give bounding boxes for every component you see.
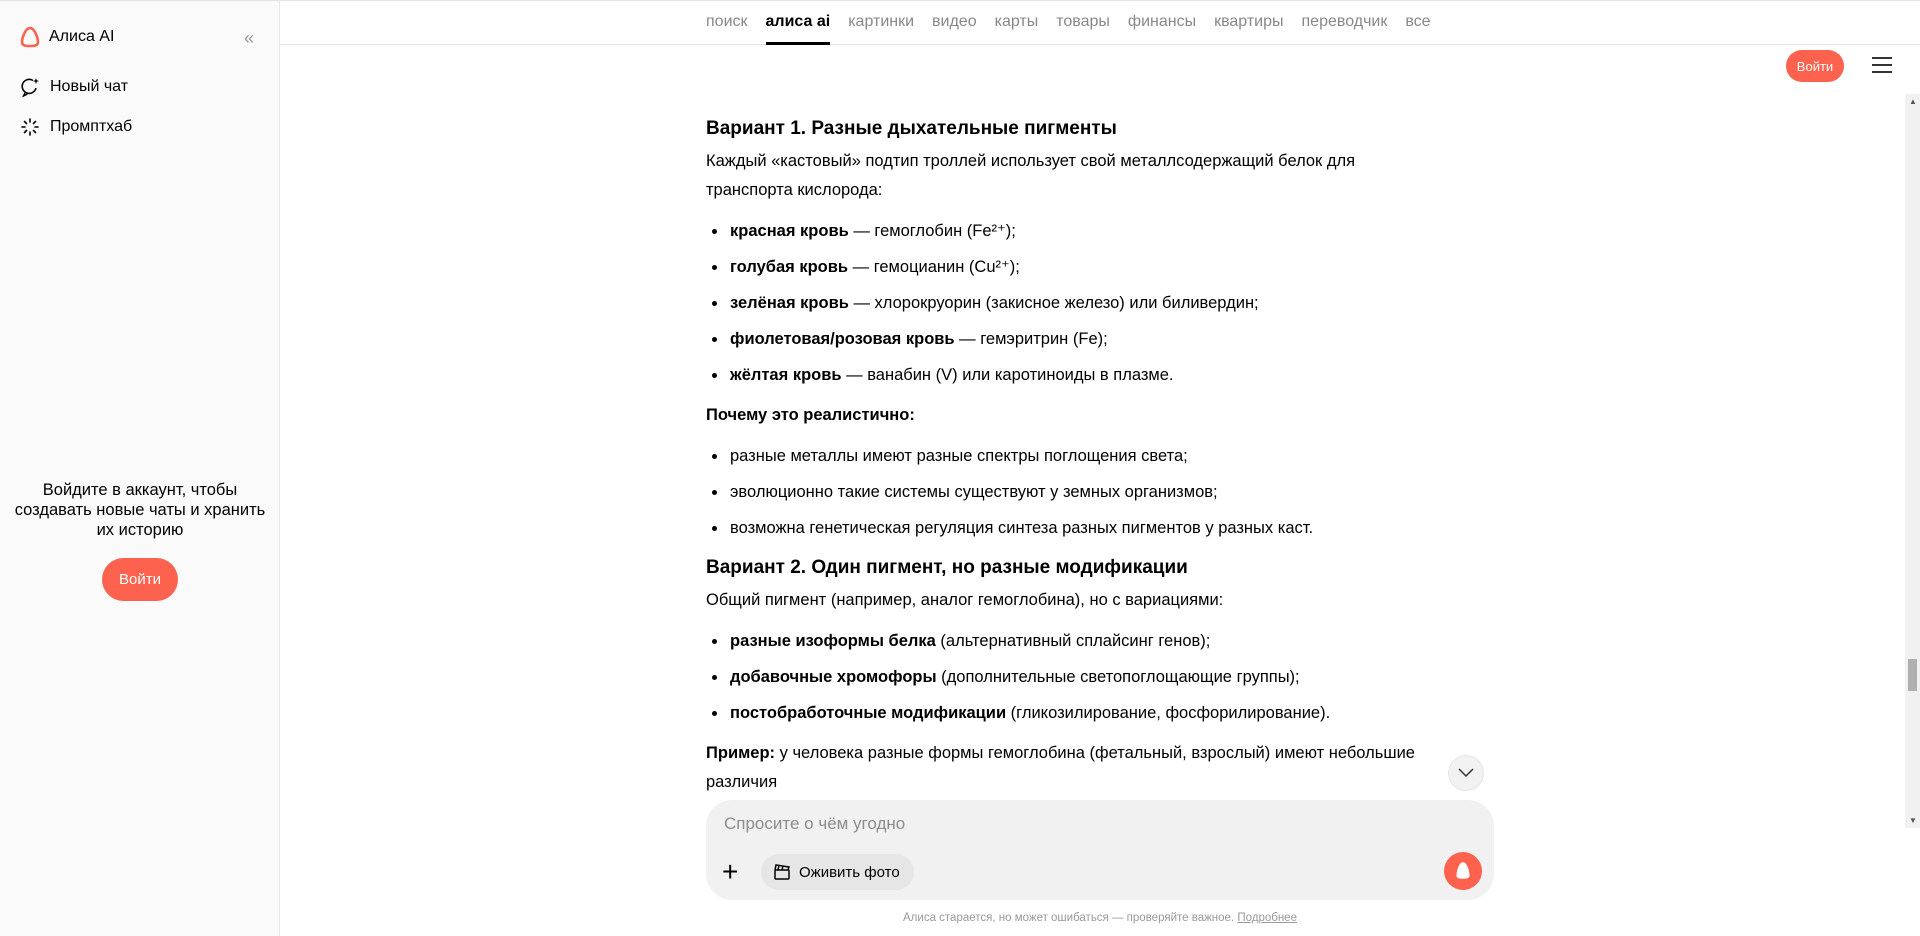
sidebar-login-button[interactable]: Войти [102, 558, 178, 601]
top-border [0, 0, 1920, 1]
list-item: эволюционно такие системы существуют у земных организмов; [706, 474, 1436, 510]
ask-input[interactable] [724, 814, 1324, 834]
list-item: красная кровь — гемоглобин (Fe²⁺); [706, 213, 1436, 249]
section-heading: Вариант 1. Разные дыхательные пигменты [706, 118, 1117, 139]
tab-apartments[interactable]: квартиры [1214, 13, 1284, 30]
tab-translator[interactable]: переводчик [1301, 13, 1388, 30]
brand[interactable] [20, 26, 114, 48]
tab-images[interactable]: картинки [848, 13, 915, 30]
modifications-list [706, 623, 1436, 731]
scrollbar-thumb[interactable] [1908, 659, 1917, 691]
list-item: добавочные хромофоры (дополнительные светопоглощающие группы); [706, 659, 1436, 695]
tab-all[interactable]: все [1405, 13, 1431, 30]
tab-search[interactable]: поиск [706, 13, 748, 30]
alice-logo-icon [1452, 859, 1474, 883]
scroll-down-button[interactable] [1448, 755, 1484, 791]
reasons-list [706, 438, 1436, 546]
sidebar-item-new-chat[interactable] [20, 77, 128, 97]
tab-maps[interactable]: карты [994, 13, 1039, 30]
paragraph: Общий пигмент (например, аналог гемоглобина), но с вариациями: [706, 591, 1224, 609]
sidebar-item-label: Промптхаб [50, 118, 133, 135]
nav-tabs [706, 0, 1440, 45]
scrollbar[interactable] [1905, 94, 1920, 828]
alice-voice-button[interactable] [1444, 852, 1482, 890]
sidebar-item-label: Новый чат [50, 78, 129, 95]
list-item: фиолетовая/розовая кровь — гемэритрин (Fe); [706, 321, 1436, 357]
more-link[interactable]: Подробнее [1237, 912, 1297, 924]
sidebar [0, 0, 280, 936]
brand-name: Алиса AI [49, 28, 115, 45]
scroll-down-arrow-icon[interactable]: ▼ [1909, 816, 1917, 825]
paragraph: Пример: у человека разные формы гемоглобина (фетальный, взрослый) имеют небольшие различия [706, 744, 1415, 791]
tab-video[interactable]: видео [932, 13, 977, 30]
collapse-sidebar-icon[interactable]: « [244, 28, 255, 48]
menu-icon[interactable] [1872, 57, 1892, 78]
sidebar-item-prompthub[interactable] [20, 117, 132, 137]
list-item: голубая кровь — гемоцианин (Cu²⁺); [706, 249, 1436, 285]
tab-alice-ai[interactable]: алиса ai [757, 0, 840, 45]
sparkle-icon [20, 117, 40, 137]
animate-photo-label: Оживить фото [799, 863, 900, 881]
paragraph: Почему это реалистично: [706, 406, 915, 424]
pigment-list [706, 213, 1436, 393]
alice-logo-icon [20, 26, 40, 48]
list-item: зелёная кровь — хлорокруорин (закисное железо) или биливердин; [706, 285, 1436, 321]
list-item: постобработочные модификации (гликозилирование, фосфорилирование). [706, 695, 1436, 731]
tab-finance[interactable]: финансы [1127, 13, 1197, 30]
composer [706, 800, 1494, 900]
clapperboard-icon [773, 863, 791, 881]
list-item: жёлтая кровь — ванабин (V) или каротиноиды в плазме. [706, 357, 1436, 393]
add-attachment-icon[interactable]: + [722, 856, 739, 887]
paragraph: Каждый «кастовый» подтип троллей использует свой металлсодержащий белок для транспорта кислорода: [706, 152, 1356, 199]
section-heading: Вариант 2. Один пигмент, но разные модификации [706, 557, 1188, 578]
scroll-up-arrow-icon[interactable]: ▲ [1909, 97, 1917, 106]
list-item: разные металлы имеют разные спектры поглощения света; [706, 438, 1436, 474]
login-prompt: Войдите в аккаунт, чтобы создавать новые чаты и хранить их историю [14, 481, 266, 539]
tab-goods[interactable]: товары [1056, 13, 1110, 30]
list-item: разные изоформы белка (альтернативный сплайсинг генов); [706, 623, 1436, 659]
header-login-button[interactable]: Войти [1786, 50, 1844, 82]
new-chat-icon [20, 77, 40, 97]
chat-answer [706, 115, 1436, 805]
disclaimer: Алиса старается, но может ошибаться — проверяйте важное. Подробнее [903, 912, 1297, 924]
chevron-down-icon [1458, 768, 1474, 778]
animate-photo-button[interactable] [761, 854, 914, 890]
list-item: возможна генетическая регуляция синтеза разных пигментов у разных каст. [706, 510, 1436, 546]
